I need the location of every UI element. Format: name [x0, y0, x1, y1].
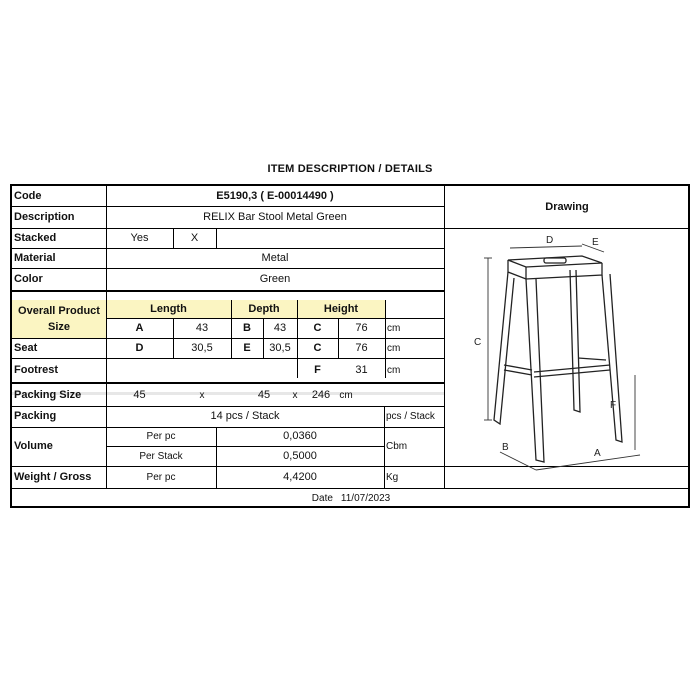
color-label: Color — [14, 272, 43, 285]
date-label: Date — [311, 492, 333, 504]
dim-b-value: 43 — [273, 321, 287, 334]
packing-value: 14 pcs / Stack — [210, 410, 280, 423]
overall-unit: cm — [387, 322, 401, 334]
weight-value: 4,4200 — [283, 470, 317, 483]
overall-size-label-line1: Overall Product — [18, 304, 100, 317]
dim-a-label: A — [135, 321, 144, 334]
dim-label-a: A — [594, 448, 601, 459]
packing-size-unit: cm — [339, 389, 353, 401]
seat-handle-shape — [544, 258, 566, 263]
seat-e-label: E — [243, 341, 251, 354]
seat-label: Seat — [14, 341, 38, 354]
seat-d-value: 30,5 — [191, 341, 213, 354]
overall-size-label-line2: Size — [47, 321, 70, 333]
dim-b-label: B — [243, 321, 251, 334]
leg-front-left-shape — [494, 272, 514, 424]
dim-label-d: D — [546, 235, 554, 246]
material-value: Metal — [261, 251, 289, 264]
code-value: E5190,3 ( E-00014490 ) — [216, 189, 334, 202]
footrest-unit: cm — [387, 364, 401, 376]
dim-c-value: 76 — [355, 321, 368, 334]
packing-label: Packing — [14, 410, 57, 423]
material-label: Material — [14, 251, 56, 264]
volume-unit: Cbm — [386, 441, 408, 452]
dim-label-b: B — [502, 442, 509, 453]
footrest-f-label: F — [314, 363, 321, 376]
weight-label: Weight / Gross — [14, 470, 92, 483]
stacked-mark: X — [190, 231, 199, 244]
packing-unit: pcs / Stack — [386, 411, 435, 422]
packing-size-v1: 45 — [133, 388, 146, 401]
stacked-yes: Yes — [130, 231, 149, 244]
packing-size-x1: x — [199, 389, 205, 401]
dim-label-e: E — [592, 237, 599, 248]
depth-header: Depth — [248, 302, 280, 315]
color-value: Green — [259, 272, 291, 285]
length-header: Length — [150, 302, 187, 315]
seat-c-label: C — [313, 341, 322, 354]
overall-size-label — [12, 300, 106, 338]
volume-per-stack-value: 0,5000 — [283, 449, 317, 462]
footrest-front-shape — [504, 365, 532, 370]
dim-label-f: F — [610, 400, 617, 411]
footrest-label: Footrest — [14, 363, 58, 376]
packing-size-label: Packing Size — [14, 388, 82, 401]
weight-unit: Kg — [386, 471, 399, 483]
description-label: Description — [14, 210, 75, 223]
packing-size-v3: 246 — [311, 388, 331, 401]
seat-d-label: D — [135, 341, 144, 354]
description-value: RELIX Bar Stool Metal Green — [203, 210, 347, 223]
volume-label: Volume — [14, 440, 53, 453]
volume-per-pc-value: 0,0360 — [283, 430, 317, 443]
date-value: 11/07/2023 — [340, 492, 391, 504]
page-title: ITEM DESCRIPTION / DETAILS — [267, 163, 433, 175]
dim-c-label: C — [313, 321, 322, 334]
height-header: Height — [323, 302, 359, 315]
footrest-f-value: 31 — [355, 363, 368, 376]
stool-drawing — [470, 230, 675, 475]
packing-size-v2: 45 — [257, 388, 271, 401]
dim-label-c: C — [474, 337, 482, 348]
packing-size-x2: x — [292, 389, 298, 401]
seat-unit: cm — [387, 342, 401, 354]
dim-a-value: 43 — [195, 321, 209, 334]
seat-c-value: 76 — [355, 341, 368, 354]
code-label: Code — [14, 189, 42, 202]
seat-e-value: 30,5 — [269, 341, 291, 354]
volume-per-pc-label: Per pc — [146, 431, 176, 442]
leg-back-right-shape — [602, 274, 622, 442]
date-row — [12, 488, 690, 508]
stacked-label: Stacked — [14, 231, 57, 244]
drawing-header: Drawing — [545, 200, 589, 213]
leg-front-right-shape — [526, 279, 544, 462]
leg-back-left-shape — [570, 270, 580, 412]
volume-per-stack-label: Per Stack — [139, 450, 183, 462]
weight-per-pc-label: Per pc — [146, 471, 176, 483]
